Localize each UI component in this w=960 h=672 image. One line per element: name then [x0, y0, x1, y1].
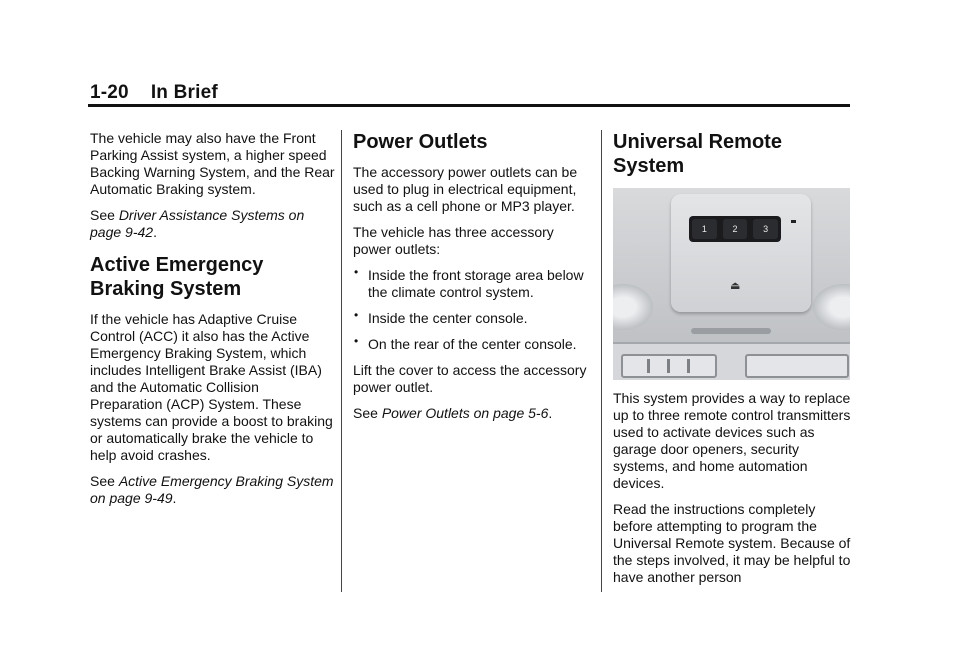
- cross-reference-link[interactable]: Active Emergency Braking System on page 9-49: [90, 473, 334, 506]
- remote-button-3: 3: [753, 219, 778, 239]
- remote-button-bar: [689, 216, 781, 242]
- aebs-paragraph: If the vehicle has Adaptive Cruise Control (ACC) it also has the Active Emergency Braking System, which includes Intelligent Brake Assist (IBA) and the Automatic Collision Preparation (ACP) System. These systems can provide a boost to braking or automatically brake the vehicle to help avoid crashes.: [90, 311, 333, 463]
- sunroof-switch-panel: [621, 354, 717, 378]
- lamp-switch-panel: [745, 354, 849, 378]
- see-reference-1: [90, 207, 335, 241]
- remote-paragraph-1: This system provides a way to replace up to three remote control transmitters used to activate devices such as garage door openers, security systems, and home automation devices.: [613, 390, 851, 491]
- column-1: [90, 130, 335, 516]
- heading-universal-remote: Universal Remote System: [613, 131, 782, 177]
- dome-lamp-left: [613, 284, 653, 330]
- heading-active-emergency-braking: Active Emergency Braking System: [90, 254, 264, 300]
- column-2: [353, 130, 593, 431]
- bullet-icon: •: [354, 265, 359, 279]
- column-3: [613, 130, 853, 595]
- cross-reference-link[interactable]: Power Outlets on page 5-6: [381, 405, 549, 421]
- see-suffix: .: [172, 490, 177, 506]
- outlets-list: [353, 267, 593, 353]
- universal-remote-photo: [613, 188, 850, 380]
- column-divider-2: [601, 130, 602, 592]
- outlets-paragraph-1: The accessory power outlets can be used to plug in electrical equipment, such as a cell phone or MP3 player.: [353, 164, 578, 214]
- page-number: 1-20: [90, 82, 129, 103]
- see-reference-3: [353, 405, 593, 422]
- intro-paragraph: The vehicle may also have the Front Parking Assist system, a higher speed Backing Warning System, and the Rear Automatic Braking system.: [90, 130, 335, 197]
- header-rule: [88, 104, 850, 107]
- see-prefix: See: [353, 405, 382, 421]
- remote-paragraph-2: Read the instructions completely before attempting to program the Universal Remote system. Because of the steps involved, it may be helpful to have another person: [613, 501, 851, 585]
- outlets-paragraph-2: The vehicle has three accessory power outlets:: [353, 224, 554, 257]
- see-prefix: See: [90, 207, 119, 223]
- list-item: • Inside the center console.: [354, 308, 528, 326]
- see-prefix: See: [90, 473, 119, 489]
- console-slot: [691, 328, 771, 334]
- list-item: • On the rear of the center console.: [354, 334, 577, 352]
- see-suffix: .: [153, 224, 157, 240]
- remote-button-1: 1: [692, 219, 717, 239]
- heading-power-outlets: Power Outlets: [353, 131, 488, 153]
- bullet-icon: •: [354, 334, 359, 348]
- overhead-console: [671, 194, 811, 312]
- column-divider-1: [341, 130, 342, 592]
- lock-icon: ⏏: [730, 280, 741, 292]
- remote-button-2: 2: [723, 219, 748, 239]
- bullet-icon: •: [354, 308, 359, 322]
- see-reference-2: [90, 473, 335, 507]
- outlets-paragraph-3: Lift the cover to access the accessory power outlet.: [353, 362, 587, 395]
- see-suffix: .: [548, 405, 553, 421]
- page-header: [90, 82, 218, 104]
- dome-lamp-right: [813, 284, 850, 330]
- list-item: • Inside the front storage area below the climate control system.: [354, 265, 584, 300]
- section-title: In Brief: [150, 82, 218, 103]
- indicator-light-icon: [791, 220, 796, 223]
- cross-reference-link[interactable]: Driver Assistance Systems on page 9-42: [90, 207, 305, 240]
